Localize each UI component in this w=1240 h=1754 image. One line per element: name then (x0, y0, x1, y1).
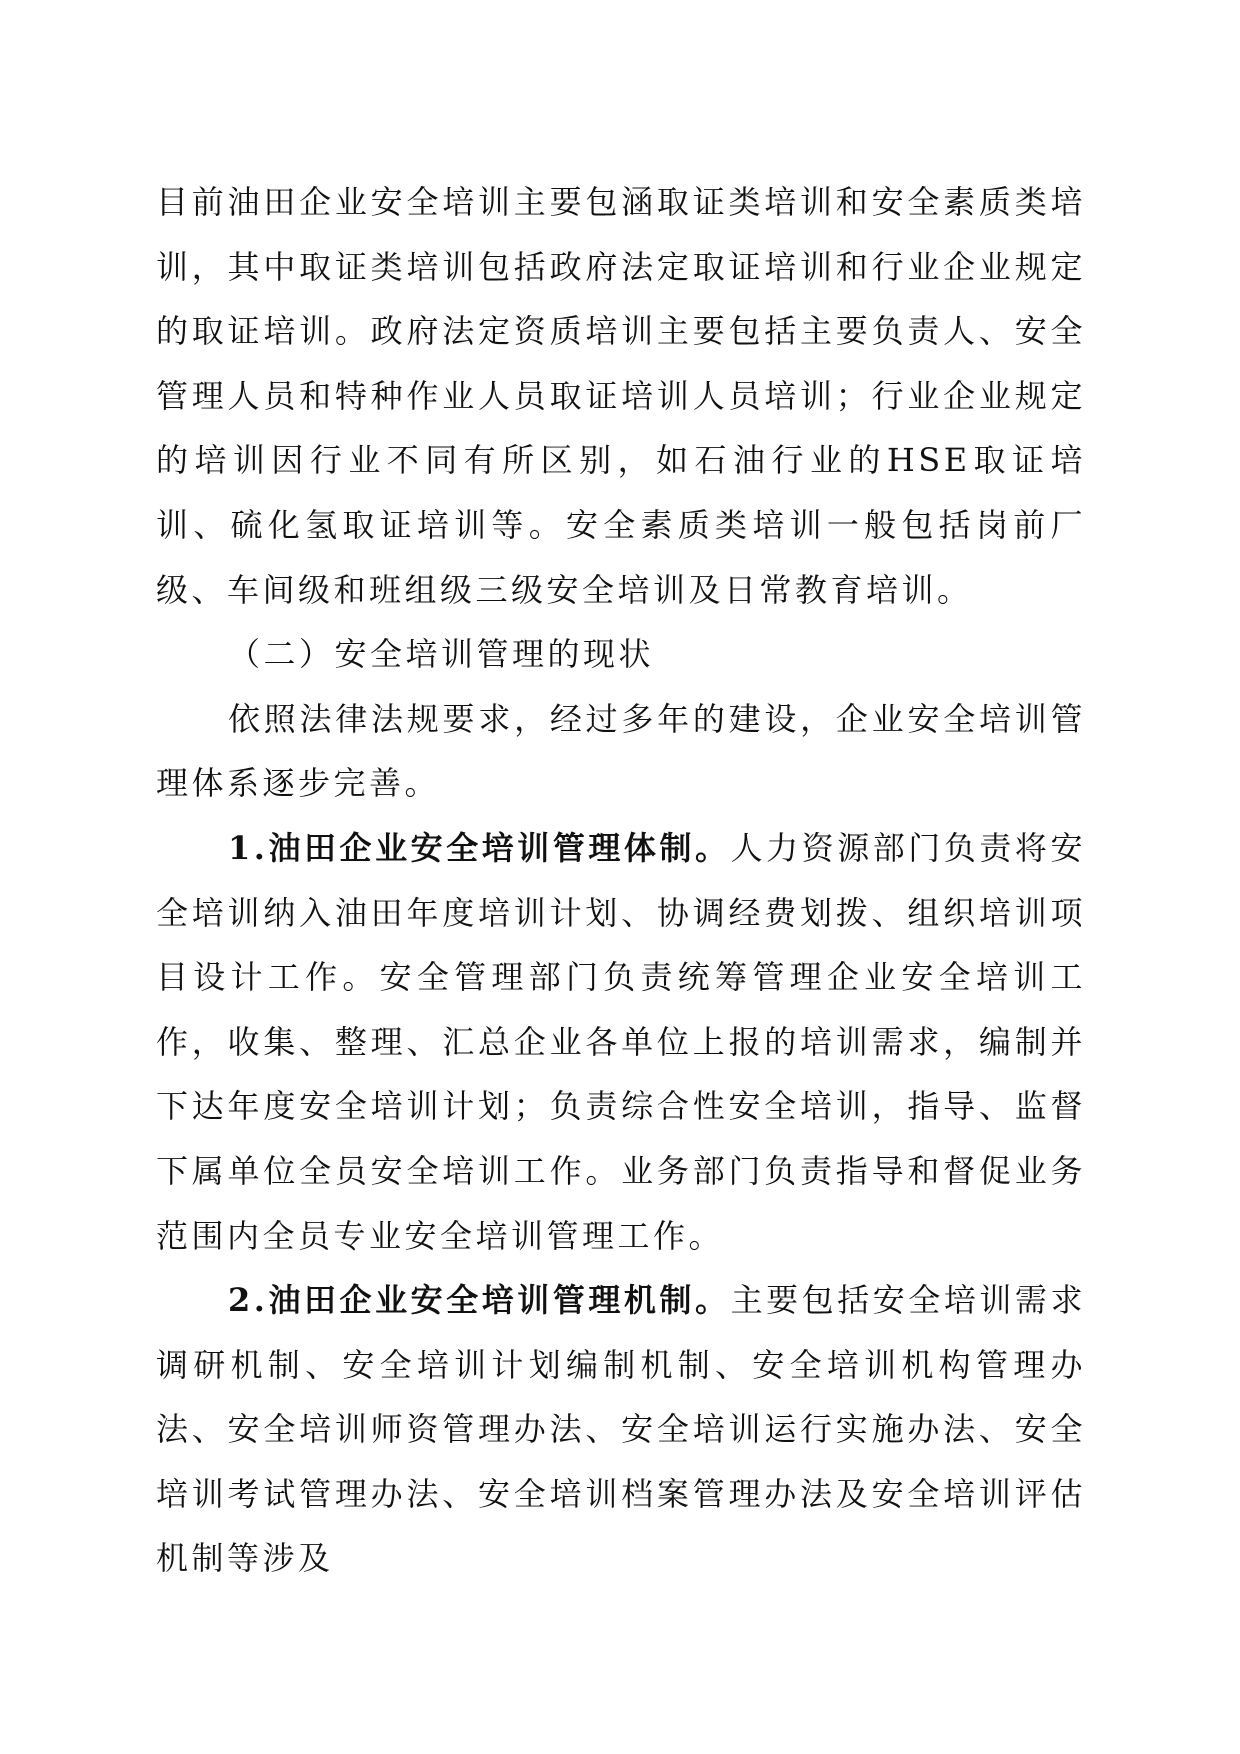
paragraph-management-system-body: 人力资源部门负责将安全培训纳入油田年度培训计划、协调经费划拨、组织培训项目设计工作。安全管理部门负责统筹管理企业安全培训工作，收集、整理、汇总企业各单位上报的培训需求，编制并下达年度安全培训计划；负责综合性安全培训，指导、监督下属单位全员安全培训工作。业务部门负责指导和督促业务范围内全员专业安全培训管理工作。 (156, 828, 1086, 1255)
paragraph-management-mechanism (156, 1268, 1086, 1591)
body-text (156, 170, 1086, 1591)
subheading-management-system: 1.油田企业安全培训管理体制。 (228, 828, 731, 867)
section-heading-current-status: （二）安全培训管理的现状 (228, 635, 655, 674)
paragraph-management-system (156, 816, 1086, 1268)
subheading-management-mechanism: 2.油田企业安全培训管理机制。 (228, 1281, 731, 1320)
paragraph-management-mechanism-body: 主要包括安全培训需求调研机制、安全培训计划编制机制、安全培训机构管理办法、安全培训师资管理办法、安全培训运行实施办法、安全培训考试管理办法、安全培训档案管理办法及安全培训评估机制等涉及 (156, 1281, 1086, 1578)
paragraph-training-types: 目前油田企业安全培训主要包涵取证类培训和安全素质类培训，其中取证类培训包括政府法定取证培训和行业企业规定的取证培训。政府法定资质培训主要包括主要负责人、安全管理人员和特种作业人员取证培训人员培训；行业企业规定的培训因行业不同有所区别，如石油行业的HSE取证培训、硫化氢取证培训等。安全素质类培训一般包括岗前厂级、车间级和班组级三级安全培训及日常教育培训。 (156, 183, 1086, 609)
paragraph-system-improvement: 依照法律法规要求，经过多年的建设，企业安全培训管理体系逐步完善。 (156, 699, 1086, 803)
